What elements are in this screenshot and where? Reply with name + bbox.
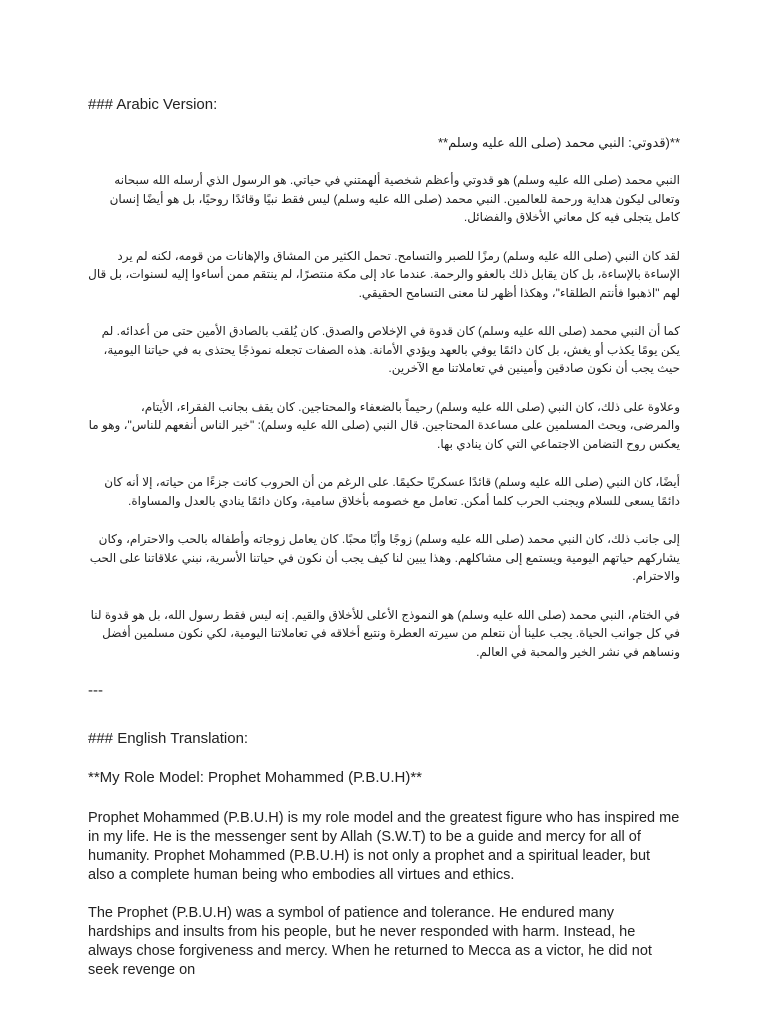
english-paragraph-1: Prophet Mohammed (P.B.U.H) is my role model and the greatest figure who has inspired me in my life. He is the messenger sent by Allah (S.W.T) to be a guide and mercy for all of humanity. Prophet Mohammed (P.B.U.H) is not only a prophet and a spiritual leader, but also a complete human being who embodies all virtues and ethics. bbox=[88, 810, 680, 883]
arabic-paragraph-5: أيضًا، كان النبي (صلى الله عليه وسلم) قائدًا عسكريًا حكيمًا. على الرغم من أن الحروب كانت جزءًا من حياته، إلا أنه كان دائمًا يسعى للسلام ويجنب الحرب كلما أمكن. تعامل مع خصومه بأخلاق سامية، وكان دائمًا ينادي بالعدل والمساواة. bbox=[104, 475, 680, 508]
english-title: **My Role Model: Prophet Mohammed (P.B.U.H)** bbox=[88, 769, 423, 786]
arabic-title: **(قدوتي: النبي محمد (صلى الله عليه وسلم** bbox=[438, 135, 680, 150]
arabic-heading: ### Arabic Version: bbox=[88, 96, 218, 113]
arabic-paragraph-2: لقد كان النبي (صلى الله عليه وسلم) رمزًا للصبر والتسامح. تحمل الكثير من المشاق والإهانات من قومه، لكنه لم يرد الإساءة بالإساءة، بل كان يقابل ذلك بالعفو والرحمة. عندما عاد إلى مكة منتصرًا، لم ينتقم ممن أساءوا إليه لسنوات، بل قال لهم "اذهبوا فأنتم الطلقاء"، وهكذا أظهر لنا معنى التسامح الحقيقي. bbox=[88, 248, 680, 300]
english-heading: ### English Translation: bbox=[88, 730, 249, 747]
section-separator: --- bbox=[88, 682, 103, 699]
arabic-paragraph-1: النبي محمد (صلى الله عليه وسلم) هو قدوتي وأعظم شخصية ألهمتني في حياتي. هو الرسول الذي أرسله الله سبحانه وتعالى ليكون هداية ورحمة للعالمين. النبي محمد (صلى الله عليه وسلم) ليس فقط نبيًا وقائدًا روحيًا، بل هو أيضًا إنسان كامل يتجلى فيه كل معاني الأخلاق والفضائل. bbox=[109, 173, 680, 224]
arabic-paragraph-7: في الختام، النبي محمد (صلى الله عليه وسلم) هو النموذج الأعلى للأخلاق والقيم. إنه ليس فقط رسول الله، بل هو قدوة لنا في كل جوانب الحياة. يجب علينا أن نتعلم من سيرته العطرة ونتبع أخلاقه في تعاملاتنا اليومية، لكي نكون مسلمين أفضل ونساهم في نشر الخير والمحبة في العالم. bbox=[90, 607, 680, 659]
english-paragraph-2: The Prophet (P.B.U.H) was a symbol of patience and tolerance. He endured many hardships and insults from his people, but he never responded with harm. Instead, he always chose forgiveness and mercy. When he returned to Mecca as a victor, he did not seek revenge on bbox=[88, 905, 652, 978]
arabic-paragraph-3: كما أن النبي محمد (صلى الله عليه وسلم) كان قدوة في الإخلاص والصدق. كان يُلقب بالصادق الأمين حتى من أعدائه. لم يكن يومًا يكذب أو يغش، بل كان دائمًا يوفي بالعهد ويؤدي الأمانة. هذه الصفات تجعله نموذجًا يحتذى به في حياتنا اليومية، حيث يجب أن نكون صادقين وأمينين في تعاملاتنا مع الآخرين. bbox=[101, 324, 680, 375]
arabic-paragraph-6: إلى جانب ذلك، كان النبي محمد (صلى الله عليه وسلم) زوجًا وأبًا محبًا. كان يعامل زوجاته وأطفاله بالحب والاحترام، وكان يشاركهم حياتهم اليومية ويستمع إلى مشاكلهم. وهذا يبين لنا كيف يجب أن نكون في حياتنا الأسرية، نبني علاقاتنا على الحب والاحترام. bbox=[89, 532, 680, 583]
arabic-paragraph-4: وعلاوة على ذلك، كان النبي (صلى الله عليه وسلم) رحيماً بالضعفاء والمحتاجين. كان يقف بجانب الفقراء، الأيتام، والمرضى، ويحث المسلمين على مساعدة المحتاجين. قال النبي (صلى الله عليه وسلم): "خير الناس أنفعهم للناس"، وهو ما يعكس روح التضامن الاجتماعي التي كان ينادي بها. bbox=[88, 399, 680, 451]
